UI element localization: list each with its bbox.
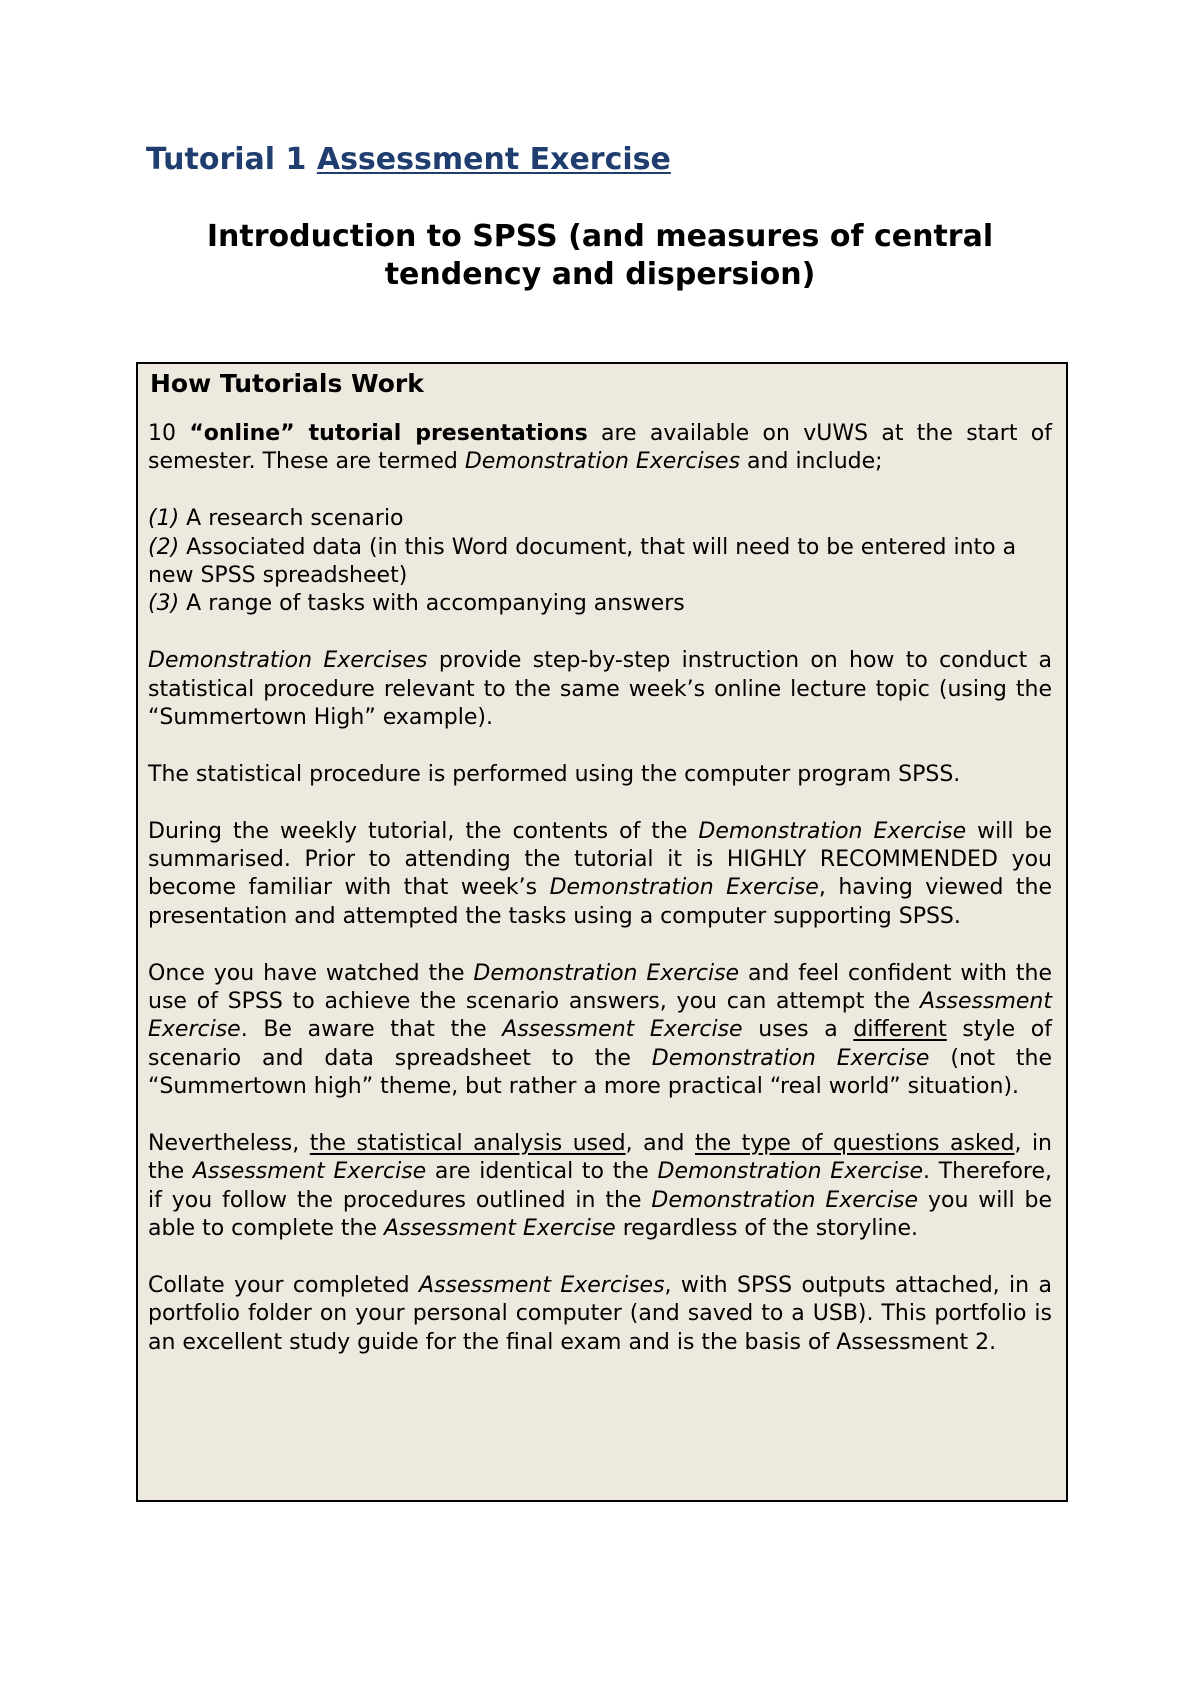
paragraph-nevertheless: Nevertheless, the statistical analysis used, and the type of questions asked, in the Assessment Exercise are identical to the Demonstration Exercise. Therefore, if you follow the procedures outlined in the Demonstration Exercise you will be able to complete the Assessment Exercise regardless of the storyline. xyxy=(148,1131,1053,1242)
paragraph-collate: Collate your completed Assessment Exercises, with SPSS outputs attached, in a portfolio folder on your personal computer (and saved to a USB). This portfolio is an excellent study guide for the final exam and is the basis of Assessment 2. xyxy=(148,1273,1052,1355)
box-body xyxy=(148,420,1052,1386)
paragraph-assessment: Once you have watched the Demonstration Exercise and feel confident with the use of SPSS to achieve the scenario answers, you can attempt the Assessment Exercise. Be aware that the Assessment Exercise uses a different style of scenario and data spreadsheet to the Demonstration Exercise (not the “Summertown high” theme, but rather a more practical “real world” situation). xyxy=(148,960,1053,1100)
how-tutorials-work-box xyxy=(136,362,1068,1502)
list-item: (2) Associated data (in this Word document, that will need to be entered into a new SPSS spreadsheet) xyxy=(148,534,1017,589)
paragraph-demonstration: Demonstration Exercises provide step-by-step instruction on how to conduct a statistical procedure relevant to the same week’s online lecture topic (using the “Summertown High” example). xyxy=(148,648,1052,731)
title-link[interactable]: Assessment Exercise xyxy=(316,142,671,177)
document-title xyxy=(146,142,671,177)
paragraph-weekly-tutorial: During the weekly tutorial, the contents of the Demonstration Exercise will be summarised. Prior to attending the tutorial it is HIGHLY RECOMMENDED you become familiar with that week’s Demonstration Exercise, having viewed the presentation and attempted the tasks using a computer supporting SPSS. xyxy=(148,818,1053,929)
list-item: (3) A range of tasks with accompanying answers xyxy=(148,591,685,617)
list-item: (1) A research scenario xyxy=(148,506,404,532)
paragraph-procedure: The statistical procedure is performed using the computer program SPSS. xyxy=(148,761,961,787)
includes-list xyxy=(148,505,1052,619)
document-subtitle: Introduction to SPSS (and measures of central tendency and dispersion) xyxy=(206,219,994,292)
paragraph-intro: 10 “online” tutorial presentations are available on vUWS at the start of semester. These are termed Demonstration Exercises and include; xyxy=(148,421,1052,475)
box-heading: How Tutorials Work xyxy=(150,369,424,398)
title-prefix: Tutorial 1 xyxy=(146,142,317,177)
